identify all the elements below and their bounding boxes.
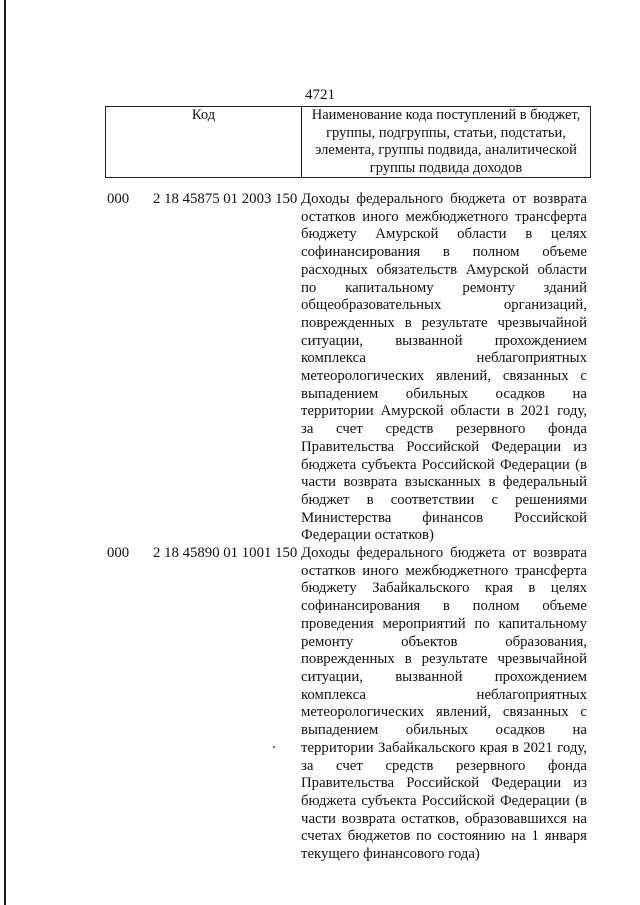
entry-description: Доходы федерального бюджета от возврата остатков иного межбюджетного трансферта бюджету Забайкальского края в целях софинансирования в полном объеме проведения мероприятий по капитальному ремонту объектов образования, поврежденных в результате чрезвычайной ситуации, вызванной прохождением комплекса неблагоприятных метеорологических явлений, связанных с выпадением обильных осадков на территории Забайкальского края в 2021 году, за счет средств резервного фонда Правительства Российской Федерации из бюджета субъекта Российской Федерации (в части возврата остатков, образовавшихся на счетах бюджетов по состоянию на 1 января текущего финансового года) bbox=[301, 545, 587, 863]
entry-revenue-code: 2 18 45875 01 2003 150 bbox=[153, 191, 298, 207]
entry-revenue-code: 2 18 45890 01 1001 150 bbox=[153, 545, 298, 562]
entry-group-code: 000 bbox=[107, 191, 130, 207]
page-number: 4721 bbox=[305, 87, 335, 103]
header-code: Код bbox=[106, 107, 302, 178]
header-table bbox=[105, 106, 591, 178]
entry-row bbox=[107, 545, 587, 864]
entry-group-code: 000 bbox=[107, 545, 130, 562]
entries-list bbox=[107, 191, 587, 864]
scan-edge-line bbox=[4, 0, 6, 905]
entry-row bbox=[107, 191, 587, 545]
scan-speck bbox=[273, 746, 275, 748]
entry-description: Доходы федерального бюджета от возврата остатков иного межбюджетного трансферта бюджету Амурской области в целях софинансирования в полном объеме расходных обязательств Амурской области по капитальному ремонту зданий общеобразовательных организаций, поврежденных в результате чрезвычайной ситуации, вызванной прохождением комплекса неблагоприятных метеорологических явлений, связанных с выпадением обильных осадков на территории Амурской области в 2021 году, за счет средств резервного фонда Правительства Российской Федерации из бюджета субъекта Российской Федерации (в части возврата взысканных в федеральный бюджет в соответствии с решениями Министерства финансов Российской Федерации остатков) bbox=[301, 191, 587, 544]
header-row bbox=[106, 107, 591, 178]
header-name: Наименование кода поступлений в бюджет, группы, подгруппы, статьи, подстатьи, элемента, группы подвида, аналитической группы подвида доходов bbox=[302, 107, 591, 178]
